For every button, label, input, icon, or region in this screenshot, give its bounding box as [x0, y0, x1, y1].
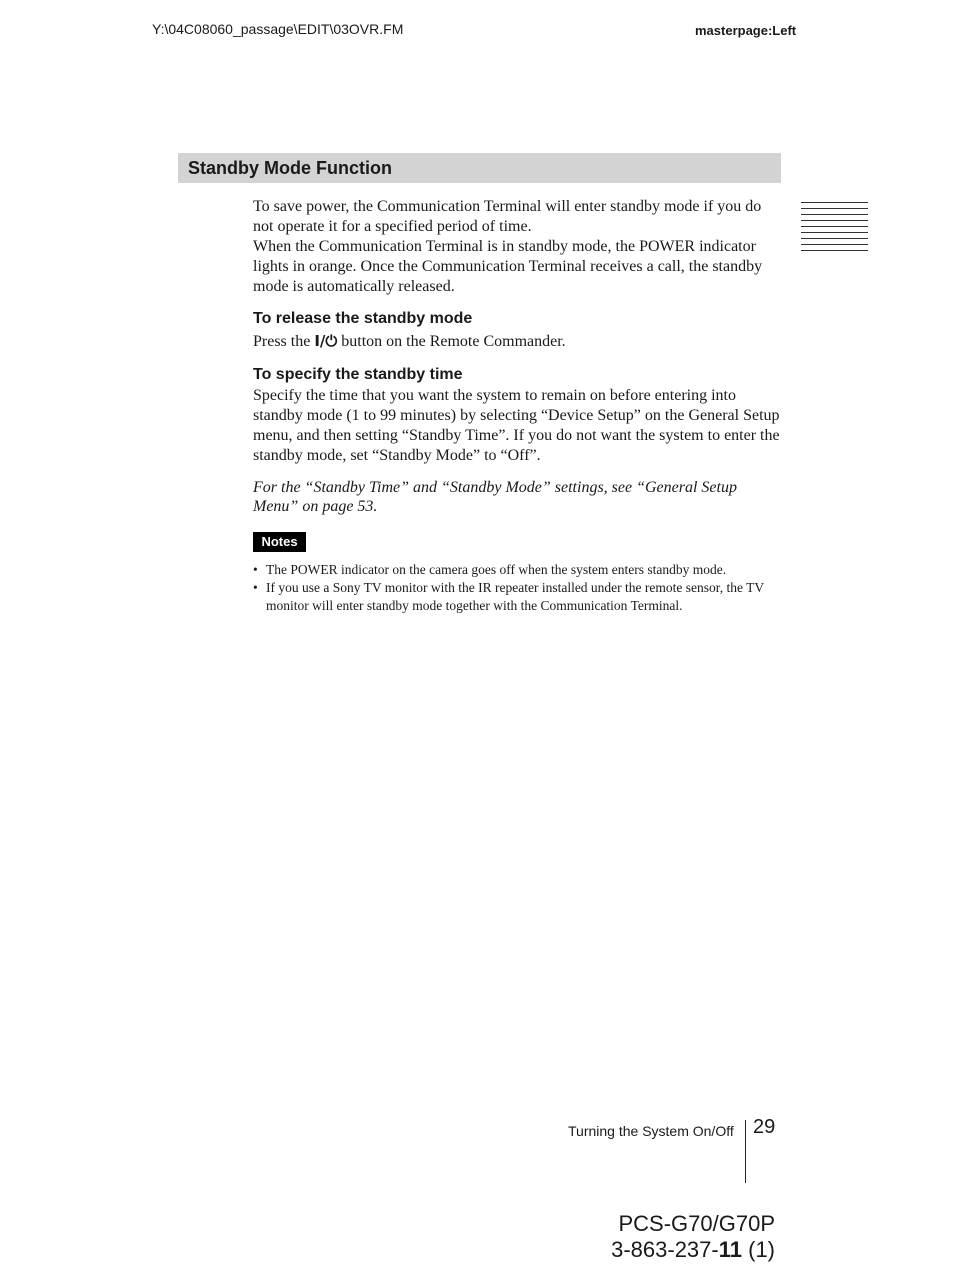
specify-heading: To specify the standby time: [253, 366, 463, 383]
model-block: [611, 1211, 775, 1263]
intro-paragraph-2: When the Communication Terminal is in standby mode, the POWER indicator lights in orange. Once the Communication Terminal receives a call, the standby mode is automatically released.: [253, 238, 763, 295]
part-number-prefix: 3-863-237-: [611, 1237, 719, 1262]
release-text-after: button on the Remote Commander.: [337, 333, 566, 350]
part-number: [611, 1237, 775, 1263]
specify-reference: For the “Standby Time” and “Standby Mode” settings, see “General Setup Menu” on page 53.: [253, 479, 737, 515]
note-item-2: • If you use a Sony TV monitor with the IR repeater installed under the remote sensor, the TV monitor will enter standby mode together with the Communication Terminal.: [253, 579, 793, 615]
footer-divider: [745, 1120, 746, 1183]
part-number-suffix: (1): [742, 1237, 775, 1262]
model-name: PCS-G70/G70P: [618, 1211, 775, 1236]
chapter-tab-lines: [801, 202, 868, 256]
release-text-before: Press the: [253, 333, 315, 350]
power-button-icon: I/⏻: [314, 332, 338, 350]
header-masterpage: masterpage:Left: [695, 23, 797, 38]
notes-list: [253, 561, 793, 615]
intro-paragraph-1: To save power, the Communication Terminal will enter standby mode if you do not operate it for a specified period of time.: [253, 198, 762, 235]
release-paragraph: [253, 331, 783, 352]
intro-paragraphs: [253, 197, 783, 297]
section-title: Standby Mode Function: [178, 153, 781, 183]
notes-badge: Notes: [253, 532, 306, 552]
header-file-path: Y:\04C08060_passage\EDIT\03OVR.FM: [152, 21, 404, 37]
footer-section-name: Turning the System On/Off: [568, 1123, 734, 1139]
release-heading: To release the standby mode: [253, 310, 473, 327]
specify-paragraph: Specify the time that you want the system to remain on before entering into standby mode (1 to 99 minutes) by selecting “Device Setup” on the General Setup menu, and then setting “Standby Time”. If you do not want the system to enter the standby mode, set “Standby Mode” to “Off”.: [253, 387, 780, 464]
note-item-1: • The POWER indicator on the camera goes off when the system enters standby mode.: [253, 561, 793, 579]
part-number-bold: 11: [718, 1237, 742, 1262]
page-number: 29: [753, 1116, 776, 1138]
